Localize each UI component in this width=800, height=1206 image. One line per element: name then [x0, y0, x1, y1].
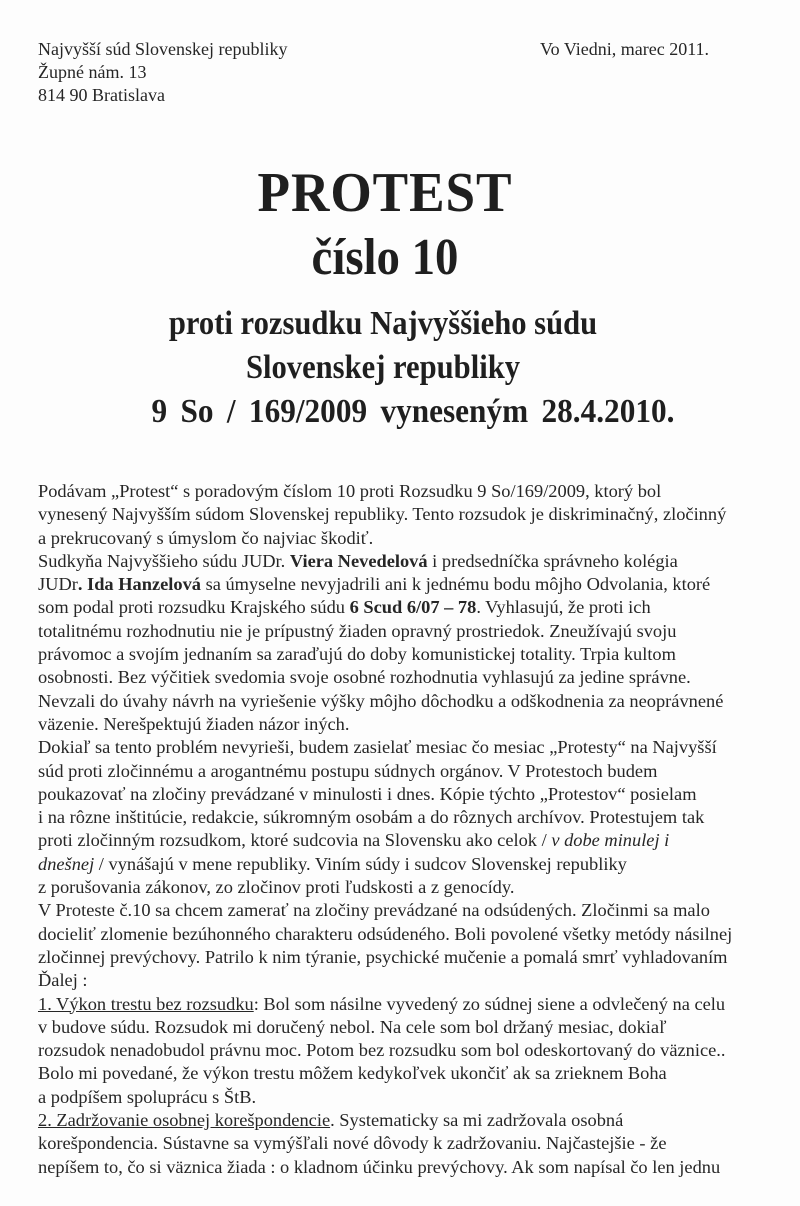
body-line: totalitnému rozhodnutiu nie je prípustný žiaden opravný prostriedok. Zneužívajú svoju: [38, 620, 677, 641]
text: JUDr: [38, 574, 78, 595]
body-line: [38, 993, 788, 1016]
body-line: Bolo mi povedané, že výkon trestu môžem kedykoľvek ukončiť ak sa zrieknem Boha: [38, 1063, 667, 1084]
text: . Vyhlasujú, že proti ich: [476, 597, 651, 618]
body-line: Podávam „Protest“ s poradovým číslom 10 proti Rozsudku 9 So/169/2009, ktorý bol: [38, 481, 662, 501]
body-line: väzenie. Nerešpektujú žiaden názor iných.: [38, 713, 350, 734]
body-line: [38, 1109, 788, 1132]
text: proti zločinným rozsudkom, ktoré sudcovia na Slovensku ako celok /: [38, 830, 552, 851]
text: . Systematicky sa mi zadržovala osobná: [330, 1110, 624, 1131]
judge-name: Viera Nevedelová: [289, 550, 428, 571]
body-line: právomoc a svojím jednaním sa zaraďujú do doby komunistickej totality. Trpia kultom: [38, 644, 676, 665]
place-and-date: Vo Viedni, marec 2011.: [540, 39, 710, 59]
body-line: i na rôzne inštitúcie, redakcie, súkromným osobám a do rôznych archívov. Protestujem tak: [38, 807, 705, 828]
subtitle-line-2: Slovenskej republiky: [245, 349, 521, 386]
body-line: rozsudok nenadobudol právnu moc. Potom bez rozsudku som bol odeskortovaný do väznice..: [38, 1040, 726, 1061]
body-line: zločinnej prevýchovy. Patrilo k nim týranie, psychické mučenie a pomalá smrť vyhladovaním: [38, 946, 728, 967]
body-line: Nevzali do úvahy návrh na vyriešenie výšky môjho dôchodku a odškodnenia za neoprávnené: [38, 690, 724, 711]
body-line: a prekrucovaný s úmyslom čo najviac škodiť.: [38, 527, 374, 548]
italic-text: v dobe minulej i: [551, 830, 670, 851]
sender-city: 814 90 Bratislava: [38, 85, 165, 105]
section-heading-1: 1. Výkon trestu bez rozsudku: [38, 993, 254, 1014]
sender-court: Najvyšší súd Slovenskej republiky: [38, 39, 288, 59]
body-line: [38, 829, 788, 852]
body-line: docieliť zlomenie bezúhonného charakteru odsúdeného. Boli povolené všetky metódy násilnej: [38, 923, 733, 944]
subtitle-line-1: proti rozsudku Najvyššieho súdu: [168, 305, 598, 342]
body-line: súd proti zločinnému a arogantnému postupu súdnych orgánov. V Protestoch budem: [38, 760, 658, 781]
text: sa úmyselne nevyjadrili ani k jednému bodu môjho Odvolania, ktoré: [200, 574, 711, 595]
italic-text: dnešnej: [38, 853, 95, 874]
section-heading-2: 2. Zadržovanie osobnej korešpondencie: [38, 1110, 331, 1131]
body-line: vynesený Najvyšším súdom Slovenskej republiky. Tento rozsudok je diskriminačný, zločinný: [38, 504, 727, 525]
body-line: poukazovať na zločiny prevádzané v minulosti i dnes. Kópie týchto „Protestov“ posielam: [38, 783, 697, 804]
document-number: číslo 10: [311, 229, 459, 286]
body-line: z porušovania zákonov, zo zločinov proti ľudskosti a z genocídy.: [38, 877, 515, 898]
body-line: v budove súdu. Rozsudok mi doručený nebol. Na cele som bol držaný mesiac, dokiaľ: [38, 1016, 667, 1037]
sender-address: [38, 38, 288, 107]
sender-street: Župné nám. 13: [38, 62, 147, 82]
body-line: a podpíšem spoluprácu s ŠtB.: [38, 1086, 257, 1107]
text: i predsedníčka správneho kolégia: [427, 550, 678, 571]
text: / vynášajú v mene republiky. Viním súdy i sudcov Slovenskej republiky: [94, 853, 627, 874]
body-line: korešpondencia. Sústavne sa vymýšľali nové dôvody k zadržovaniu. Najčastejšie - že: [38, 1133, 667, 1154]
case-reference: 9 So / 169/2009 vyneseným 28.4.2010.: [151, 393, 675, 430]
body-line: V Proteste č.10 sa chcem zamerať na zločiny prevádzané na odsúdených. Zločinmi sa malo: [38, 900, 710, 921]
document-title: PROTEST: [257, 162, 513, 224]
case-number: 6 Scud 6/07 – 78: [349, 597, 477, 618]
letter-body: [38, 480, 788, 1179]
judge-name: . Ida Hanzelová: [77, 574, 201, 595]
text: : Bol som násilne vyvedený zo súdnej siene a odvlečený na celu: [253, 993, 726, 1014]
body-line: Ďalej :: [38, 970, 88, 991]
text: Sudkyňa Najvyššieho súdu JUDr.: [38, 550, 290, 571]
body-line: nepíšem to, čo si väznica žiada : o kladnom účinku prevýchovy. Ak som napísal čo len jednu: [38, 1156, 721, 1177]
body-line: [38, 550, 788, 573]
text: som podal proti rozsudku Krajského súdu: [38, 597, 350, 618]
body-line: osobnosti. Bez výčitiek svedomia svoje osobné rozhodnutia vyhlasujú za jedine správne.: [38, 667, 691, 688]
body-line: [38, 853, 788, 876]
body-line: [38, 573, 788, 596]
body-line: [38, 596, 788, 619]
body-line: Dokiaľ sa tento problém nevyrieši, budem zasielať mesiac čo mesiac „Protesty“ na Najvyšší: [38, 737, 717, 758]
